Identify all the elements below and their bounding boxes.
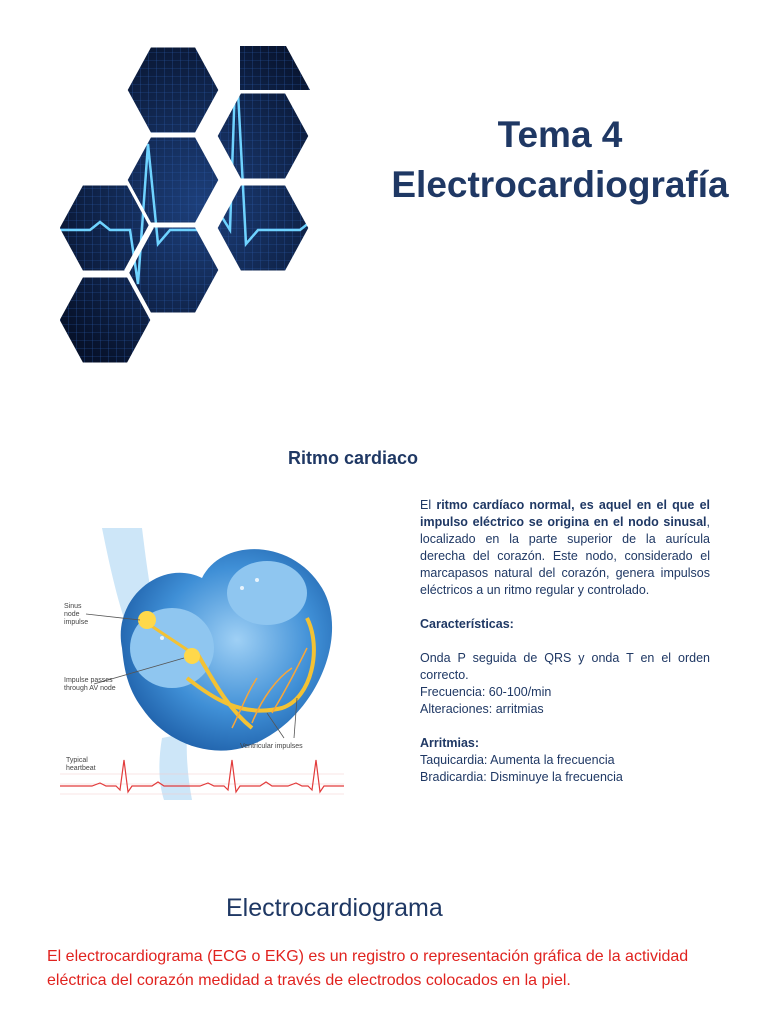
title-block [380, 112, 740, 208]
label-typical-2: heartbeat [66, 765, 96, 772]
ecg-description: El electrocardiograma (ECG o EKG) es un registro o representación gráfica de la actividad eléctrica del corazón medidad a través de electrodos colocados en la piel. [47, 948, 689, 989]
label-sinus-1: Sinus [64, 603, 82, 610]
heart-conduction-illustration [52, 528, 352, 800]
hexagon-ecg-illustration [60, 44, 340, 366]
ritmo-intro [420, 497, 710, 599]
arritmias-line2: Bradicardia: Disminuye la frecuencia [420, 770, 623, 784]
arritmias-line1: Taquicardia: Aumenta la frecuencia [420, 753, 615, 767]
intro-rest: , localizado en la parte superior de la aurícula derecha del corazón. Este nodo, considerado el marcapasos natural del corazón, genera impulsos eléctricos a un ritmo regular y controlado. [420, 515, 710, 597]
label-ventricular: Ventricular impulses [240, 743, 303, 750]
section-heading-ecg: Electrocardiograma [226, 894, 443, 922]
caracteristicas-line3: Alteraciones: arritmias [420, 702, 544, 716]
label-typical-1: Typical [66, 757, 88, 764]
caracteristicas-heading: Características: [420, 617, 514, 631]
caracteristicas-line1: Onda P seguida de QRS y onda T en el orden correcto. [420, 651, 710, 682]
intro-plain: El [420, 498, 437, 512]
arritmias-heading: Arritmias: [420, 736, 480, 750]
label-av-2: through AV node [64, 685, 116, 692]
label-av-1: Impulse passes [64, 677, 113, 684]
page-title-line1: Tema 4 [497, 114, 623, 155]
label-sinus-2: node [64, 611, 80, 618]
section-heading-ritmo: Ritmo cardiaco [288, 448, 419, 468]
intro-bold: ritmo cardíaco normal, es aquel en el que el impulso eléctrico se origina en el nodo sinusal [420, 498, 710, 529]
caracteristicas-line2: Frecuencia: 60-100/min [420, 685, 552, 699]
label-sinus-3: impulse [64, 619, 89, 626]
page-title-line2: Electrocardiografía [391, 164, 729, 205]
ritmo-description [420, 497, 710, 786]
